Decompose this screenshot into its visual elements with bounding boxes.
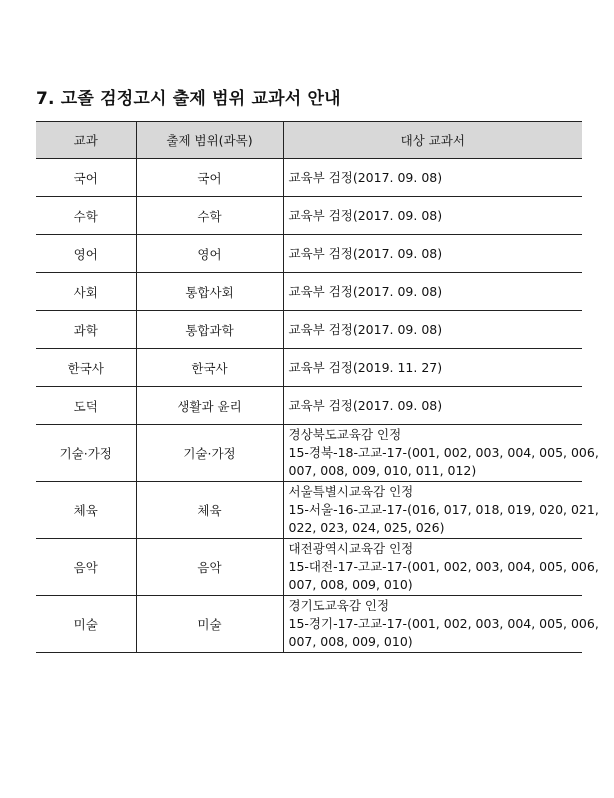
table-row [36,482,582,539]
textbook-line: 경기도교육감 인정 [288,598,390,613]
header-subject: 교과 [36,122,136,159]
textbook-line: 15-서울-16-고교-17-(016, 017, 018, 019, 020, 021, [288,502,599,517]
textbook-line: 007, 008, 009, 010) [288,634,413,649]
subject-cell: 기술·가정 [59,446,112,461]
subject-cell: 사회 [73,284,98,300]
table-row [36,311,582,349]
scope-cell: 미술 [136,596,283,653]
textbook-cell [283,596,599,653]
header-textbook: 대상 교과서 [283,122,582,159]
table-row [36,539,582,596]
scope-cell: 체육 [136,482,283,539]
textbook-line: 교육부 검정(2017. 09. 08) [288,169,443,185]
scope-cell: 통합과학 [136,311,283,349]
table-row [36,425,582,482]
textbook-line: 서울특별시교육감 인정 [288,484,414,499]
textbook-cell [283,349,582,387]
table-row [36,159,582,197]
textbook-line: 007, 008, 009, 010, 011, 012) [288,463,477,478]
textbook-line: 15-대전-17-고교-17-(001, 002, 003, 004, 005, 006, [288,559,599,574]
textbook-cell [283,311,582,349]
subject-cell: 과학 [73,322,98,338]
subject-cell: 음악 [73,560,98,575]
textbook-line: 경상북도교육감 인정 [288,427,402,442]
textbook-line: 교육부 검정(2017. 09. 08) [288,245,443,261]
textbook-cell [283,387,582,425]
scope-cell: 한국사 [136,349,283,387]
textbook-cell [283,235,582,273]
textbook-cell [283,159,582,197]
textbook-cell [283,273,582,311]
textbook-table [36,121,599,653]
subject-cell: 수학 [73,208,98,224]
scope-cell: 통합사회 [136,273,283,311]
textbook-line: 교육부 검정(2017. 09. 08) [288,283,443,299]
table-row [36,349,582,387]
subject-cell: 체육 [73,503,98,518]
table-row [36,273,582,311]
table-row [36,197,582,235]
scope-cell: 생활과 윤리 [136,387,283,425]
textbook-cell [283,197,582,235]
subject-cell: 영어 [73,246,98,262]
table-row [36,235,582,273]
textbook-line: 15-경기-17-고교-17-(001, 002, 003, 004, 005, 006, [288,616,599,631]
scope-cell: 기술·가정 [136,425,283,482]
scope-cell: 음악 [136,539,283,596]
header-scope: 출제 범위(과목) [136,122,283,159]
subject-cell: 도덕 [73,398,98,414]
subject-cell: 미술 [73,617,98,632]
subject-cell: 국어 [73,170,98,186]
textbook-line: 교육부 검정(2017. 09. 08) [288,207,443,223]
section-title: 7. 고졸 검정고시 출제 범위 교과서 안내 [36,89,341,109]
textbook-line: 교육부 검정(2017. 09. 08) [288,397,443,413]
textbook-line: 022, 023, 024, 025, 026) [288,520,445,535]
scope-cell: 국어 [136,159,283,197]
textbook-line: 대전광역시교육감 인정 [288,541,414,556]
textbook-cell [283,539,599,596]
textbook-line: 007, 008, 009, 010) [288,577,413,592]
textbook-line: 교육부 검정(2019. 11. 27) [288,359,443,375]
scope-cell: 수학 [136,197,283,235]
subject-cell: 한국사 [67,360,104,376]
table-row [36,387,582,425]
table-header-row [36,122,582,159]
textbook-cell [283,482,599,539]
scope-cell: 영어 [136,235,283,273]
textbook-line: 교육부 검정(2017. 09. 08) [288,321,443,337]
table-row [36,596,582,653]
textbook-cell [283,425,599,482]
textbook-line: 15-경북-18-고교-17-(001, 002, 003, 004, 005, 006, [288,445,599,460]
